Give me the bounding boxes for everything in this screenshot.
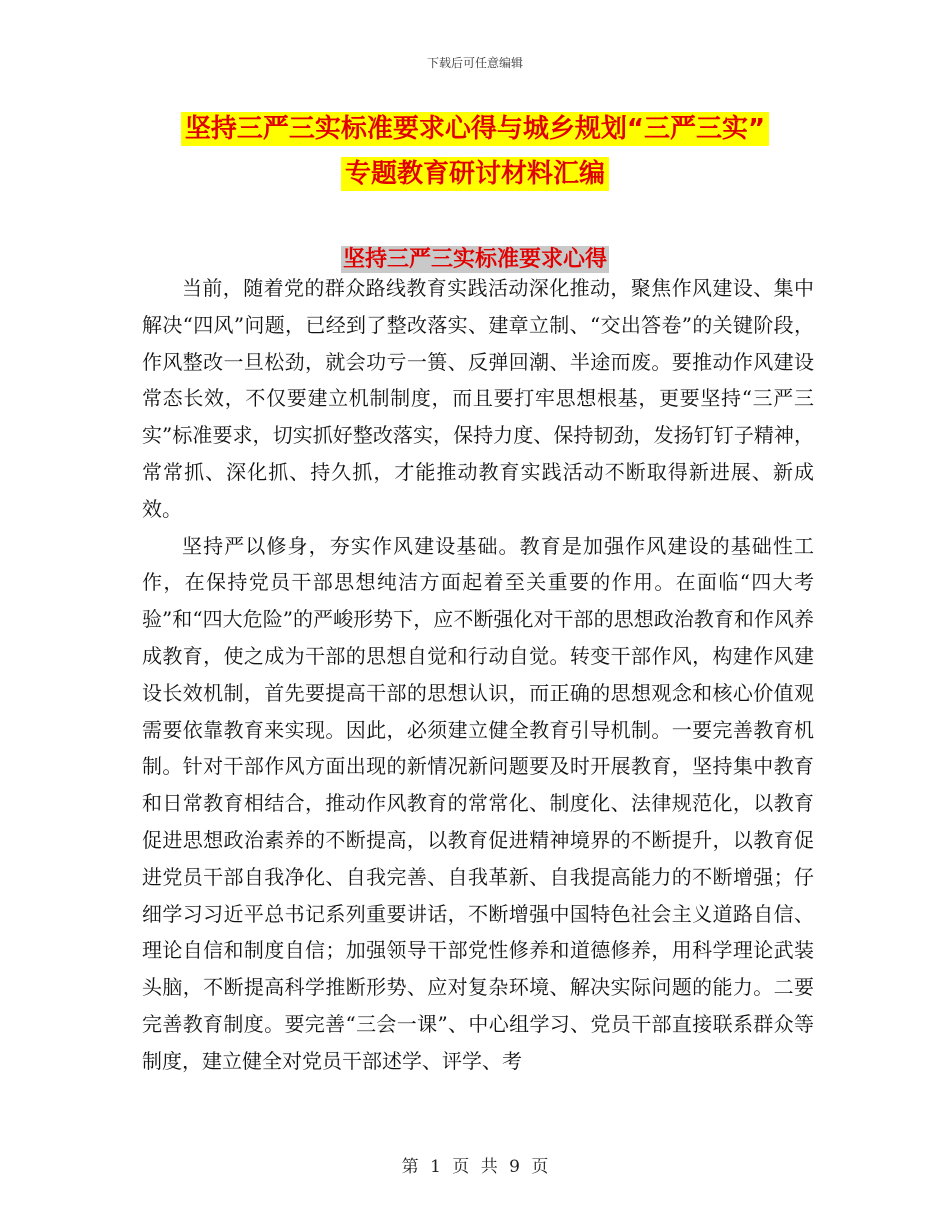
paragraph-2: 坚持严以修身，夯实作风建设基础。教育是加强作风建设的基础性工作，在保持党员干部思想纯洁方面起着至关重要的作用。在面临“四大考验”和“四大危险”的严峻形势下，应不断强化对干部的思想政治教育和作风养成教育，使之成为干部的思想自觉和行动自觉。转变干部作风，构建作风建设长效机制，首先要提高干部的思想认识，而正确的思想观念和核心价值观需要依靠教育来实现。因此，必须建立健全教育引导机制。一要完善教育机制。针对干部作风方面出现的新情况新问题要及时开展教育，坚持集中教育和日常教育相结合，推动作风教育的常常化、制度化、法律规范化，以教育促进思想政治素养的不断提高，以教育促进精神境界的不断提升，以教育促进党员干部自我净化、自我完善、自我革新、自我提高能力的不断增强；仔细学习习近平总书记系列重要讲话，不断增强中国特色社会主义道路自信、理论自信和制度自信；加强领导干部党性修养和道德修养，用科学理论武装头脑，不断提高科学推断形势、应对复杂环境、解决实际问题的能力。二要完善教育制度。要完善“三会一课”、中心组学习、党员干部直接联系群众等制度，建立健全对党员干部述学、评学、考 — [142, 533, 814, 1073]
body-text — [142, 270, 814, 1080]
section-title-text: 坚持三严三实标准要求心得 — [342, 247, 607, 272]
paragraph-1: 当前，随着党的群众路线教育实践活动深化推动，聚焦作风建设、集中解决“四风”问题，已经到了整改落实、建章立制、“交出答卷”的关键阶段，作风整改一旦松劲，就会功亏一篑、反弹回潮、半途而废。要推动作风建设常态长效，不仅要建立机制制度，而且要打牢思想根基，更要坚持“三严三实”标准要求，切实抓好整改落实，保持力度、保持韧劲，发扬钉钉子精神，常常抓、深化抓、持久抓，才能推动教育实践活动不断取得新进展、新成效。 — [142, 276, 814, 521]
page-number: 第 1 页 共 9 页 — [401, 1157, 549, 1177]
document-title-line-2 — [0, 157, 950, 191]
document-title-line-1-text: 坚持三严三实标准要求心得与城乡规划“三严三实” — [181, 112, 769, 146]
document-title-line-1 — [0, 112, 950, 146]
header-note: 下载后可任意编辑 — [426, 56, 523, 70]
document-title-line-2-text: 专题教育研讨材料汇编 — [341, 157, 609, 191]
